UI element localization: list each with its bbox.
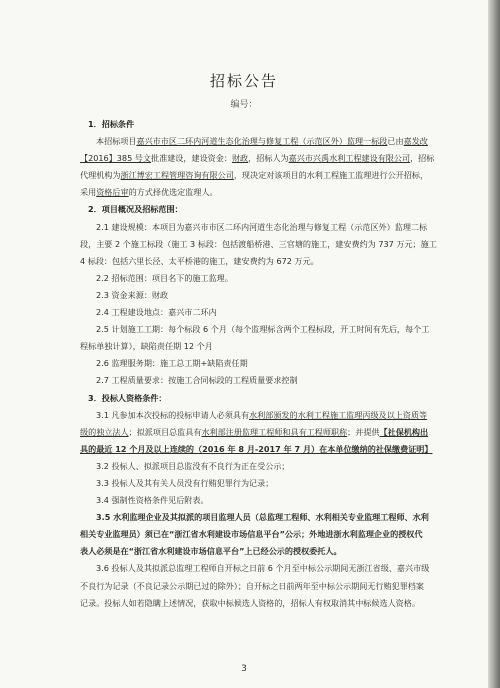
section-2-3: 2.3 资金来源：财政: [96, 289, 169, 300]
section-2-heading: 2．项目概况及招标范围：: [88, 204, 183, 215]
document-title: 招标公告: [209, 72, 278, 90]
section-2-6: 2.6 监理服务期：施工总工期+缺陷责任期: [96, 358, 248, 369]
section-2-2: 2.2 招标范围：项目名下的施工监理。: [96, 272, 233, 283]
section-1-line-3: 代理机构为浙江博宏工程管理咨询有限公司，现决定对该项目的水利工程施工监理进行公开招标，: [80, 170, 429, 181]
section-3-6-line-2: 不良行为记录（不良记录公示期已过的除外）；自开标之日前两年至中标公示期间无行贿犯罪档案: [80, 580, 424, 591]
section-3-2: 3.2 投标人、拟派项目总监没有不良行为正在受公示；: [96, 460, 290, 471]
page-edge-shadow: [488, 0, 500, 688]
section-3-5-line-1: 3.5 水利监理企业及其拟派的项目监理人员（总监理工程师、水利相关专业监理工程师、水利: [96, 512, 429, 523]
section-3-1-line-3: 具的最近 12 个月及以上连续的（2016 年 8 月-2017 年 7 月）在本单位缴纳的社保缴费证明】: [80, 443, 433, 454]
section-1-line-4: 采用资格后审的方式择优选定监理人。: [80, 187, 218, 198]
section-3-5-line-3: 表人必须是在“浙江省水利建设市场信息平台”上已经公示的授权委托人。: [80, 546, 342, 557]
section-3-6-line-3: 记录。投标人如若隐瞒上述情况，获取中标候选人资格的，招标人有权取消其中标候选人资格。: [80, 597, 420, 608]
section-2-5-line-1: 2.5 计划施工工期：每个标段 6 个月（每个监理标含两个工程标段，开工时间有先后，每个工: [96, 324, 430, 335]
section-2-1-line-1: 2.1 建设规模：本项目为嘉兴市市区二环内河道生态化治理与修复工程（示范区外）监理二标: [96, 221, 428, 232]
section-2-4: 2.4 工程建设地点：嘉兴市二环内: [96, 307, 217, 318]
section-2-5-line-2: 程标单独计算），缺陷责任期 12 个月: [80, 341, 213, 352]
section-1-line-2: 【2016】385 号文批准建设，建设资金：财政，招标人为嘉兴市兴禹水利工程建设有限公司，招标: [80, 153, 435, 164]
section-1-heading: 1．招标条件: [88, 119, 135, 129]
section-2-7: 2.7 工程质量要求：按施工合同标段的工程质量要求控制: [96, 375, 298, 386]
section-2-1-line-3: 4 标段：包括六里长泾、太平桥港的施工，建安费约为 672 万元。: [80, 255, 319, 266]
page-number: 3: [241, 664, 247, 674]
section-2-1-line-2: 段，主要 2 个施工标段（施工 3 标段：包括渡船桥港、三官塘的施工，建安费约为 737 万元；施工: [80, 238, 437, 249]
document-body: [80, 116, 448, 612]
section-3-4: 3.4 强制性资格条件见后附表。: [96, 495, 209, 506]
section-3-heading: 3．投标人资格条件：: [88, 392, 167, 403]
section-3-6-line-1: 3.6 投标人及其拟派总监理工程师自开标之日前 6 个月至中标公示期间无浙江省级、嘉兴市级: [96, 563, 430, 574]
section-3-1-line-1: 3.1 凡参加本次投标的投标申请人必须具有水利部颁发的水利工程施工监理丙级及以上资质等: [96, 409, 428, 420]
section-3-5-line-2: 相关专业监理员）须已在“浙江省水利建设市场信息平台”公示；外地进浙水利监理企业的授权代: [80, 529, 423, 540]
section-3-1-line-2: 级的独立法人；拟派项目总监具有水利部注册监理工程师和具有工程师职称；并提供【社保机构出: [80, 426, 429, 437]
section-1-line-1: 本招标项目嘉兴市市区二环内河道生态化治理与修复工程（示范区外）监理一标段已由嘉发改: [96, 136, 428, 147]
document-number-label: 编号：: [230, 100, 258, 110]
section-3-3: 3.3 投标人及其有关人员没有行贿犯罪行为记录；: [96, 477, 274, 488]
